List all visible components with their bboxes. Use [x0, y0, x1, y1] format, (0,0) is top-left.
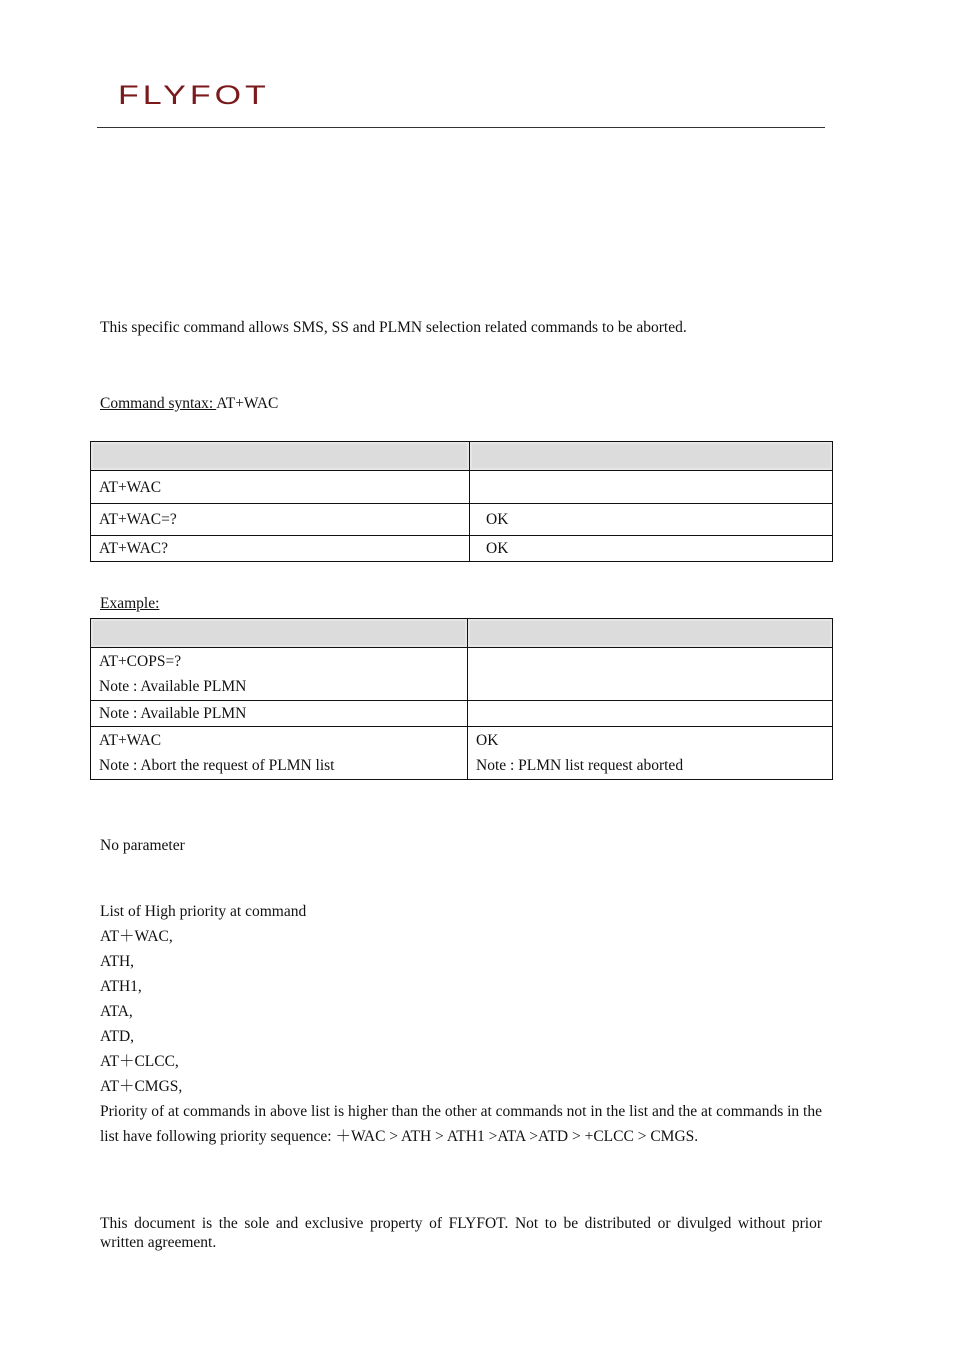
syntax-command-cell: AT+WAC=? [91, 504, 470, 536]
example-header-response [468, 619, 833, 648]
example-response-note: Note : PLMN list request aborted [476, 757, 684, 774]
example-command-line: AT+COPS=? [99, 653, 182, 670]
syntax-table [90, 441, 833, 562]
table-row [91, 727, 833, 780]
example-response-cell [468, 701, 833, 727]
header-divider [97, 127, 825, 128]
syntax-header-command [91, 442, 470, 471]
command-syntax [100, 394, 278, 414]
table-row [91, 504, 833, 536]
example-table [90, 618, 833, 780]
priority-heading: List of High priority at command [100, 903, 307, 920]
example-command-cell [91, 727, 468, 780]
list-item: AT＋CLCC, [100, 1053, 179, 1070]
list-item: ATD, [100, 1028, 135, 1045]
syntax-response-cell [470, 471, 833, 504]
list-item: ATA, [100, 1003, 133, 1020]
example-response-cell [468, 648, 833, 701]
command-syntax-label: Command syntax: [100, 395, 217, 412]
example-command-note: Note : Available PLMN [99, 678, 247, 695]
syntax-response-cell: OK [470, 504, 833, 536]
syntax-table-header [91, 442, 833, 471]
list-item: ATH1, [100, 978, 142, 995]
command-syntax-value: AT+WAC [216, 395, 279, 412]
table-row [91, 471, 833, 504]
table-row [91, 536, 833, 562]
syntax-response-cell: OK [470, 536, 833, 562]
flyfot-logo: FLYFOT [118, 80, 270, 111]
example-table-header [91, 619, 833, 648]
syntax-command-cell: AT+WAC [91, 471, 470, 504]
example-command-cell [91, 701, 468, 727]
footer-copyright: This document is the sole and exclusive property of FLYFOT. Not to be distributed or divulged without prior written agreement. [100, 1215, 822, 1251]
example-response-cell [468, 727, 833, 780]
example-response-line: OK [476, 732, 499, 749]
table-row [91, 701, 833, 727]
syntax-header-response [470, 442, 833, 471]
list-item: ATH, [100, 953, 135, 970]
priority-note: Priority of at commands in above list is higher than the other at commands not in the list and the at commands in the list have following priority sequence: ＋WAC > ATH > ATH1 >ATA >ATD > +CLCC > CMGS. [100, 1103, 822, 1145]
parameters-text: No parameter [100, 837, 185, 854]
list-item: AT＋CMGS, [100, 1078, 183, 1095]
syntax-command-cell: AT+WAC? [91, 536, 470, 562]
example-command-note: Note : Available PLMN [99, 705, 247, 722]
example-header-command [91, 619, 468, 648]
intro-text: This specific command allows SMS, SS and PLMN selection related commands to be aborted. [100, 319, 687, 336]
example-command-cell [91, 648, 468, 701]
list-item: AT＋WAC, [100, 928, 173, 945]
example-command-note: Note : Abort the request of PLMN list [99, 757, 335, 774]
example-command-line: AT+WAC [99, 732, 162, 749]
example-label: Example: [100, 595, 160, 612]
table-row [91, 648, 833, 701]
